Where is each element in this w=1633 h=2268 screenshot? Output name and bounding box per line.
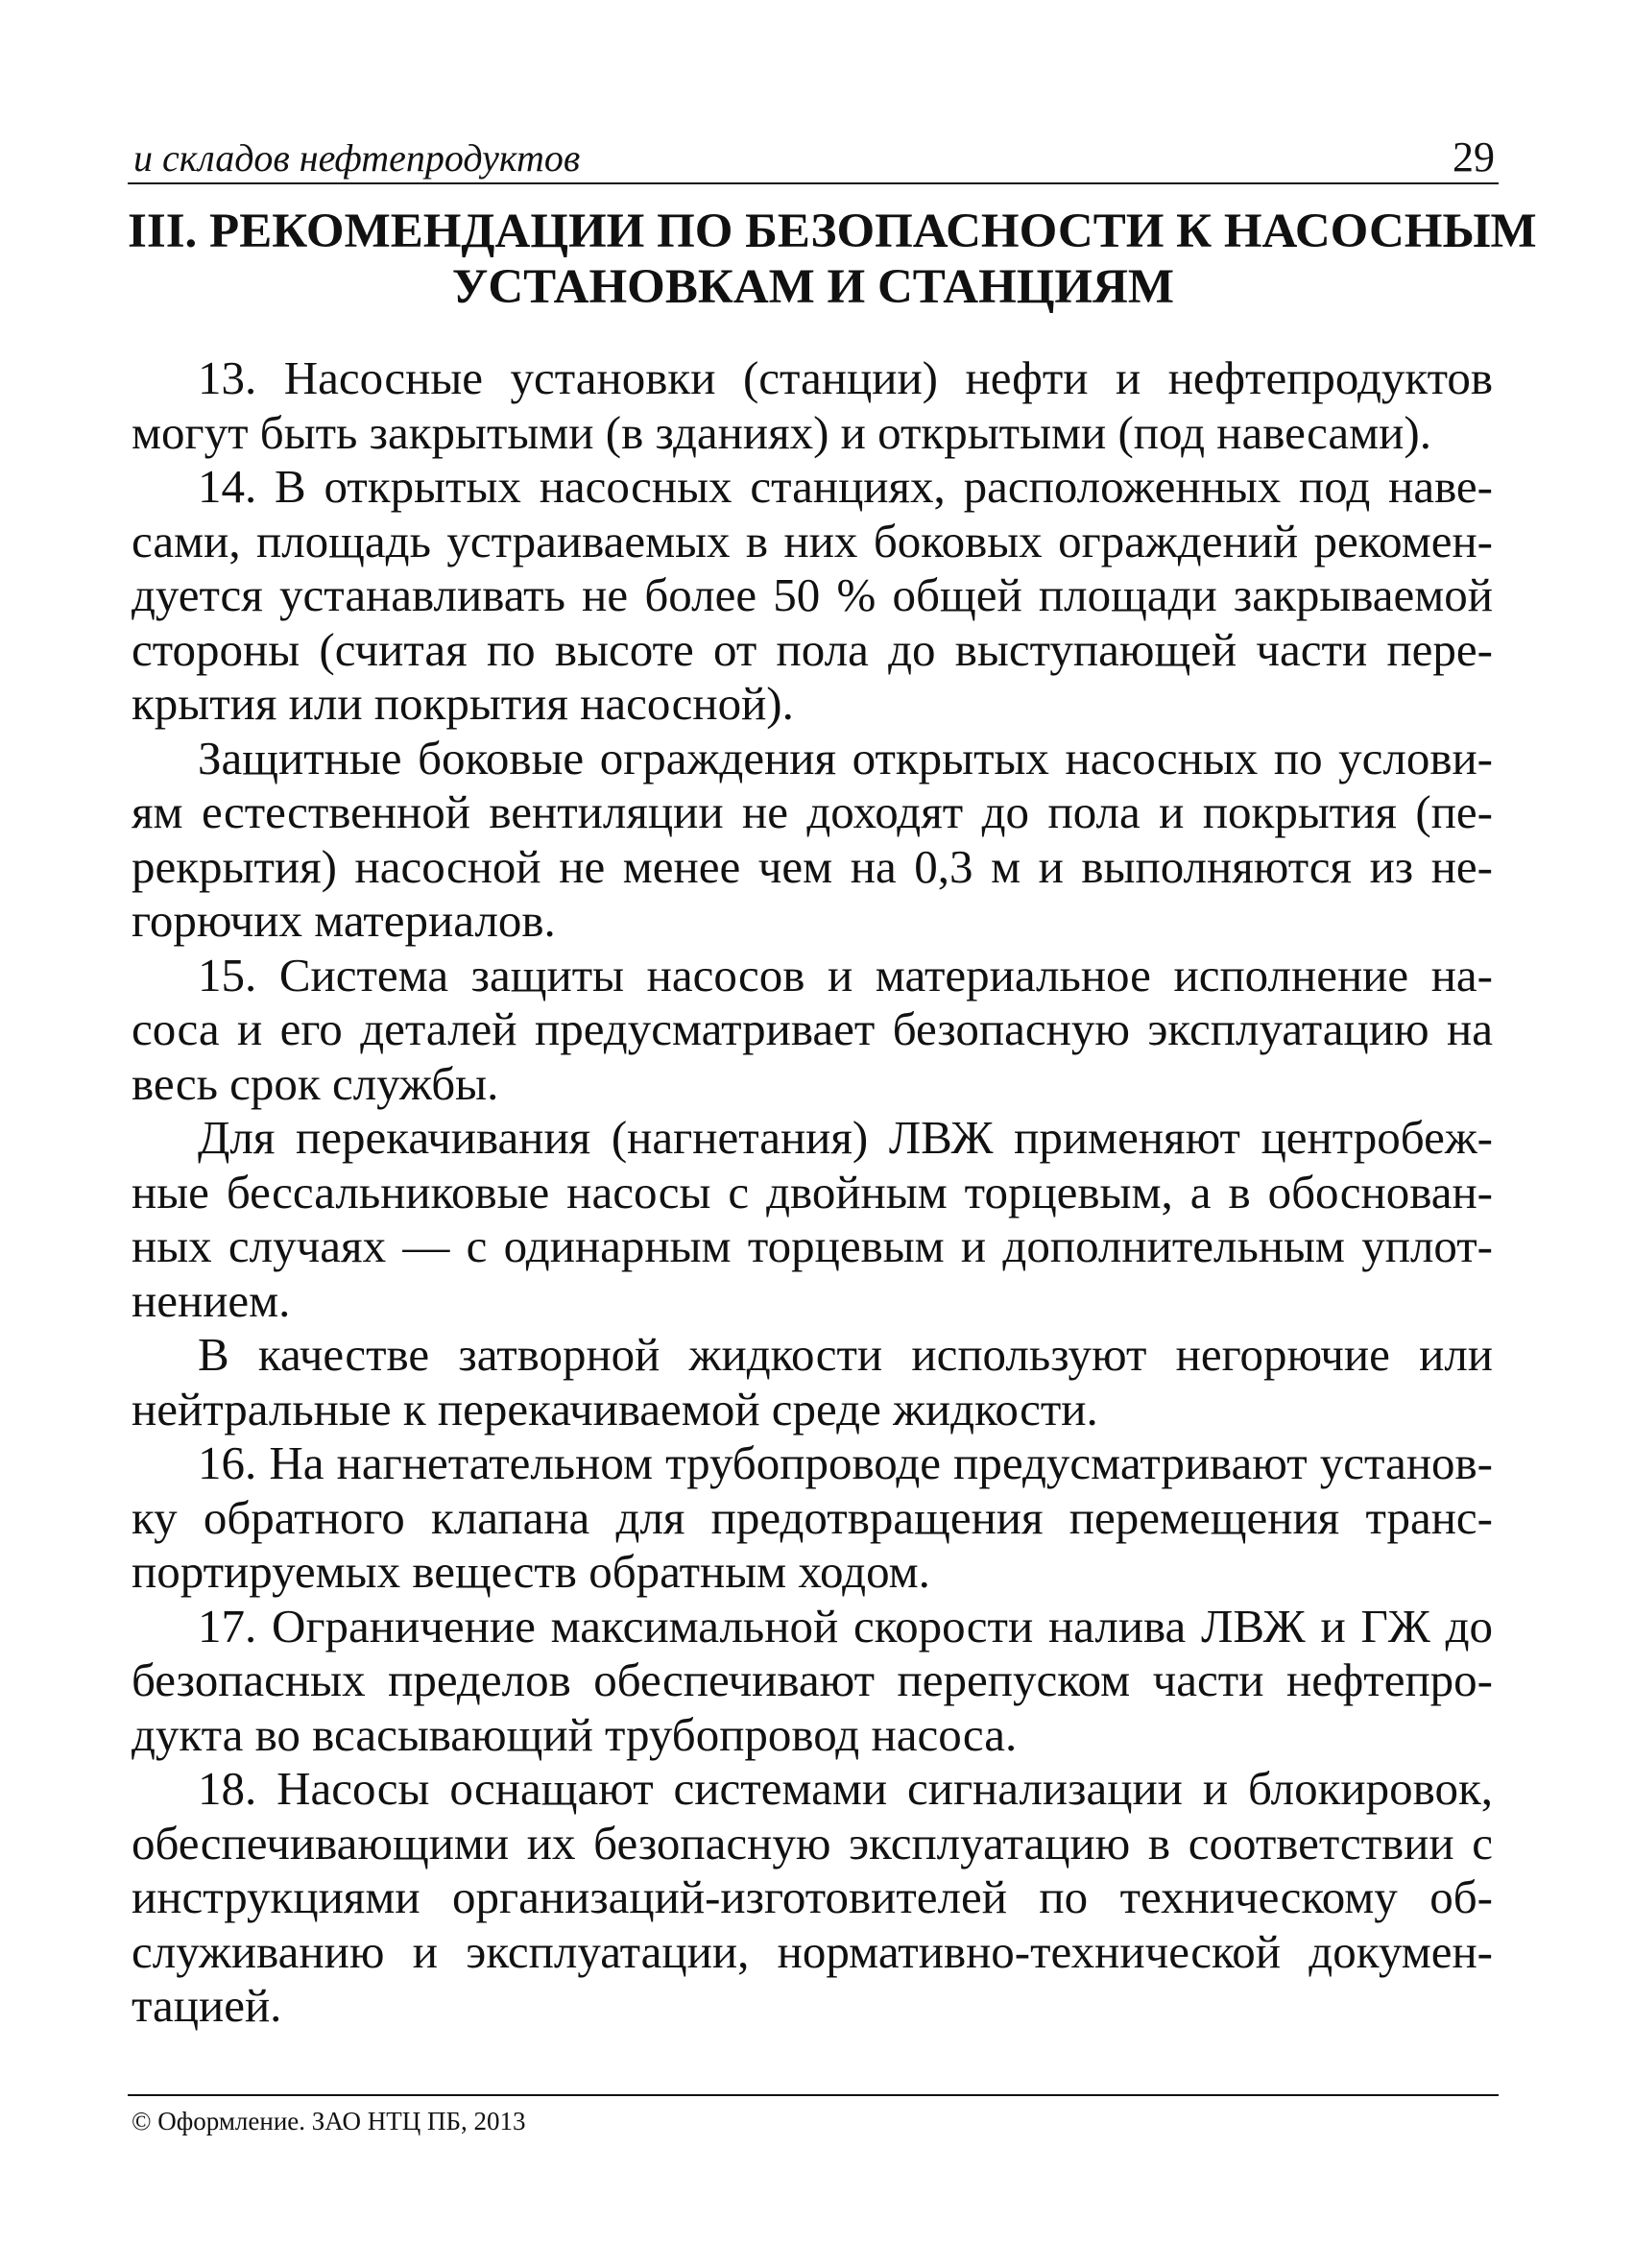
text-line: ям естественной вентиляции не доходят до пола и покрытия (пе-: [132, 785, 1493, 838]
paragraph-16: [132, 1436, 1493, 1600]
page-footer: [128, 2094, 1499, 2136]
text-line: 14. В открытых насосных станциях, расположенных под наве-: [198, 460, 1493, 513]
text-line: ку обратного клапана для предотвращения перемещения транс-: [132, 1490, 1493, 1544]
text-line: инструкциями организаций-изготовителей по техническому об-: [132, 1870, 1493, 1923]
text-line: ных случаях — с одинарным торцевым и дополнительным уплот-: [132, 1219, 1493, 1272]
text-line: тацией.: [132, 1979, 282, 2032]
text-line: сами, площадь устраиваемых в них боковых ограждений рекомен-: [132, 514, 1493, 567]
section-heading: [128, 204, 1537, 315]
paragraph-15: [132, 949, 1493, 1112]
text-line: обеспечивающими их безопасную эксплуатацию в соответствии с: [132, 1816, 1493, 1870]
text-line: портируемых веществ обратным ходом.: [132, 1545, 930, 1598]
text-line: Защитные боковые ограждения открытых насосных по услови-: [198, 731, 1493, 784]
text-line: 16. На нагнетательном трубопроводе предусматривают установ-: [198, 1436, 1493, 1489]
text-line: ные бессальниковые насосы с двойным торцевым, а в обоснован-: [132, 1165, 1493, 1218]
text-line: весь срок службы.: [132, 1056, 499, 1110]
paragraph-17: [132, 1600, 1493, 1763]
text-line: соса и его деталей предусматривает безопасную эксплуатацию на: [132, 1002, 1493, 1055]
body-text: [132, 351, 1493, 2034]
text-line: служиванию и эксплуатации, нормативно-технической докумен-: [132, 1924, 1493, 1978]
text-line: могут быть закрытыми (в зданиях) и открытыми (под навесами).: [132, 405, 1431, 459]
text-line: горючих материалов.: [132, 894, 556, 947]
text-line: безопасных пределов обеспечивают перепуском части нефтепро-: [132, 1653, 1493, 1706]
text-line: 17. Ограничение максимальной скорости налива ЛВЖ и ГЖ до: [198, 1599, 1493, 1653]
copyright-notice: © Оформление. ЗАО НТЦ ПБ, 2013: [132, 2107, 526, 2135]
paragraph-15-sealing-liquid: [132, 1328, 1493, 1436]
text-line: 18. Насосы оснащают системами сигнализации и блокировок,: [198, 1762, 1493, 1815]
text-line: крытия или покрытия насосной).: [132, 677, 794, 730]
text-line: нением.: [132, 1273, 291, 1327]
paragraph-15-pumping: [132, 1111, 1493, 1328]
text-line: рекрытия) насосной не менее чем на 0,3 м и выполняются из не-: [132, 839, 1493, 893]
section-title-line-2: УСТАНОВКАМ И СТАНЦИЯМ: [451, 260, 1175, 314]
text-line: 13. Насосные установки (станции) нефти и нефтепродуктов: [198, 351, 1493, 404]
section-title-line-1: III. РЕКОМЕНДАЦИИ ПО БЕЗОПАСНОСТИ К НАСОСНЫМ: [128, 205, 1537, 258]
text-line: Для перекачивания (нагнетания) ЛВЖ применяют центробеж-: [198, 1111, 1493, 1164]
text-line: В качестве затворной жидкости используют негорючие или: [198, 1328, 1493, 1381]
text-line: стороны (считая по высоте от пола до выступающей части пере-: [132, 622, 1493, 676]
paragraph-14: [132, 460, 1493, 732]
running-header: [128, 133, 1499, 184]
text-line: нейтральные к перекачиваемой среде жидкости.: [132, 1382, 1098, 1436]
running-title: и складов нефтепродуктов: [133, 136, 581, 180]
text-line: дуется устанавливать не более 50 % общей площади закрываемой: [132, 568, 1493, 621]
text-line: дукта во всасывающий трубопровод насоса.: [132, 1707, 1018, 1761]
paragraph-14-protective-fencing: [132, 732, 1493, 949]
page-number: 29: [1453, 133, 1495, 181]
paragraph-13: [132, 351, 1493, 460]
paragraph-18: [132, 1762, 1493, 2034]
text-line: 15. Система защиты насосов и материальное исполнение на-: [198, 948, 1493, 1001]
